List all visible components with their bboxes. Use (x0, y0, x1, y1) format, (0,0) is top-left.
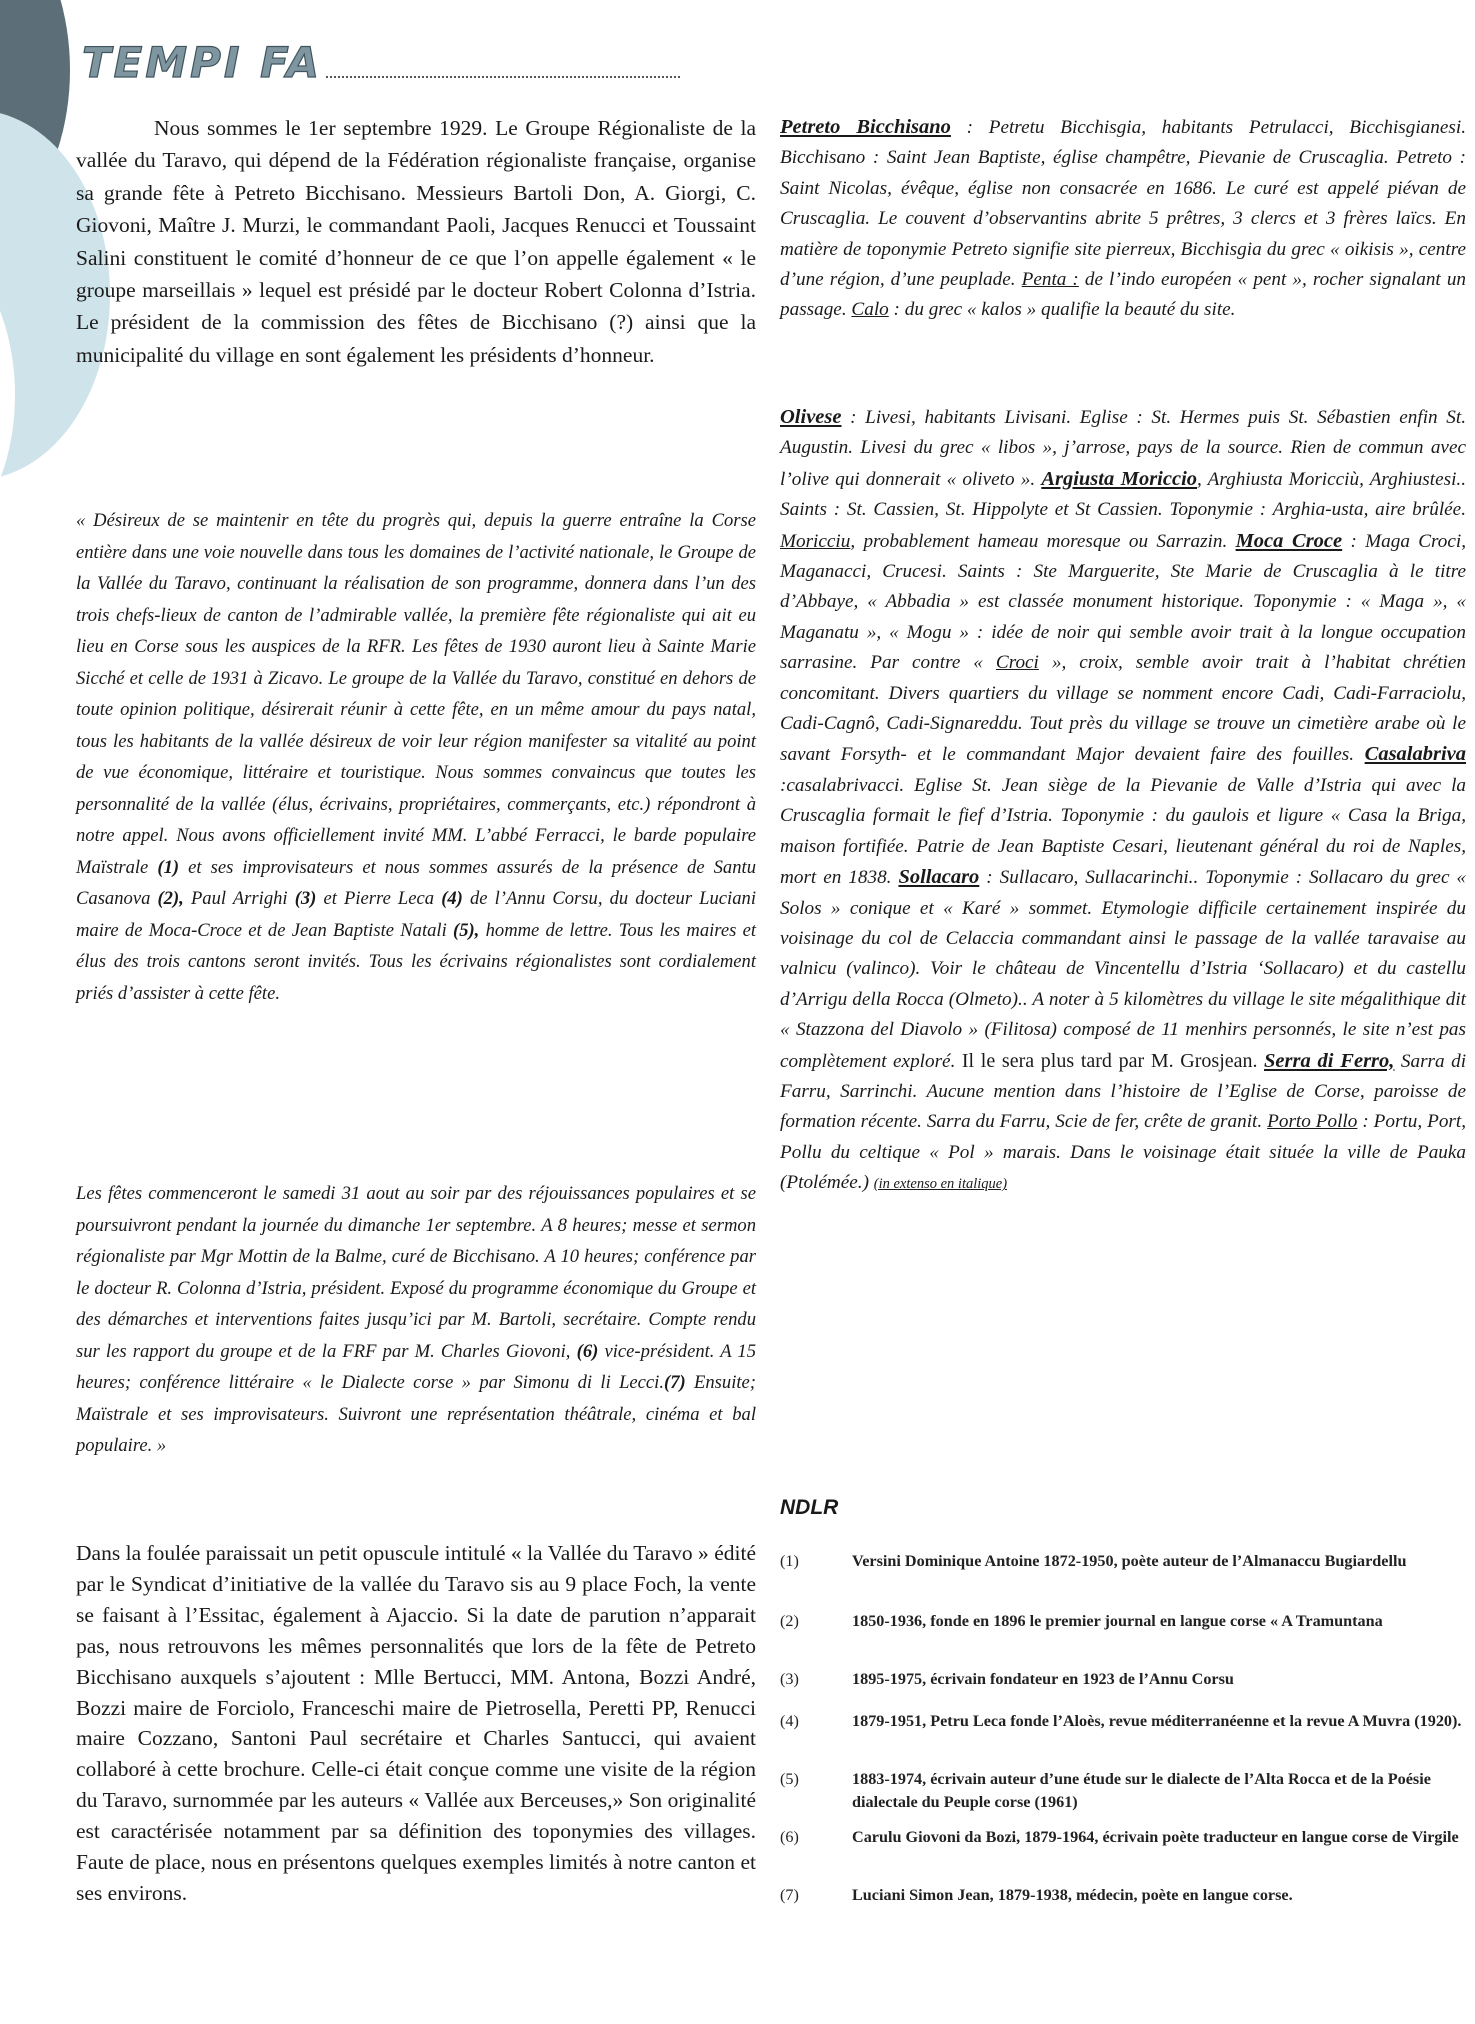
note-marker-4: (4) (441, 888, 463, 909)
footnote-text: Versini Dominique Antoine 1872-1950, poète auteur de l’Almanaccu Bugiardellu (852, 1552, 1407, 1570)
note-marker-1: (1) (157, 856, 180, 878)
village-paragraph-1 (780, 112, 1466, 326)
village2-text-10: : Portu, Port, Pollu du celtique « Pol » marais. Dans le voisinage était située la ville de Pauka (Ptolémée.) (780, 1111, 1467, 1194)
village1-text-3: : du grec « kalos » qualifie la beauté du site. (893, 299, 1236, 321)
footnote-text: Luciani Simon Jean, 1879-1938, médecin, poète en langue corse. (852, 1886, 1293, 1904)
village-name-petreto: Petreto Bicchisano (780, 116, 951, 138)
footnote-number: (3) (780, 1670, 799, 1688)
village2-underline-moricciu: Moricciu (780, 530, 851, 552)
note-marker-6: (6) (576, 1340, 599, 1362)
in-extenso-note: (in extenso en italique) (873, 1176, 1008, 1193)
quote1-text-4: et Pierre Leca (323, 888, 435, 909)
footnote-number: (6) (780, 1828, 799, 1846)
quote1-text-1: « Désireux de se maintenir en tête du progrès qui, depuis la guerre entraîne la Corse entière dans une voie nouvelle dans tous les domaines de l’activité nationale, le Groupe de la Vallée du Taravo, continuant la réalisation de son programme, donnera dans l’un des trois chefs-lieux de canton de l’admirable vallée, la première fête régionaliste qui ait eu lieu en Corse sous les auspices de la RFR. Les fêtes de 1930 auront lieu à Sainte Marie Sicché et celle de 1931 à Zicavo. Le groupe de la Vallée du Taravo, constitué en dehors de toute opinion politique, désirerait réunir à cette fête, en un même amour du pays natal, tous les habitants de la vallée désireux de voir leur région manifester sa vitalité au point de vue économique, littéraire et touristique. Nous sommes convaincus que toutes les personnalité de la vallée (élus, écrivains, propriétaires, commerçants, etc.) répondront à notre appel. Nous avons officiellement invité MM. L’abbé Ferracci, le barde populaire Maïstrale (76, 510, 756, 878)
footnote-number: (5) (780, 1770, 799, 1788)
village-name-moca-croce: Moca Croce (1235, 529, 1343, 552)
note-marker-3: (3) (294, 888, 317, 909)
village2-underline-croci: Croci (995, 652, 1039, 674)
quote1-text-5: de l’Annu Corsu, du docteur Luciani maire de Moca-Croce et de Jean Baptiste Natali (76, 888, 756, 941)
note-marker-7: (7) (664, 1372, 686, 1393)
village-name-serra-di-ferro: Serra di Ferro, (1264, 1049, 1395, 1072)
footnote-number: (1) (780, 1552, 799, 1570)
footnote-text: 1883-1974, écrivain auteur d’une étude sur le dialecte de l’Alta Rocca et de la Poésie dialectale du Peuple corse (1961) (852, 1770, 1431, 1811)
footnote-item (780, 1550, 1466, 1573)
village2-text-upright: Il le sera plus tard par M. Grosjean. (961, 1049, 1258, 1072)
quote2-text-3: Ensuite; Maïstrale et ses improvisateurs. Suivront une représentation théâtrale, cinéma et bal populaire. » (76, 1372, 756, 1456)
note-marker-2: (2), (157, 888, 184, 909)
quote2-text-2: vice-président. A 15 heures; conférence littéraire « le Dialecte corse » par Simonu di li Lecci. (76, 1340, 756, 1393)
village2-text-1: : Livesi, habitants Livisani. Eglise : St. Hermes puis St. Sébastien enfin St. Augustin. Livesi du grec « libos », j’arrose, pays de la source. Rien de commun avec l’olive qui donnerait « oliveto ». (780, 407, 1467, 490)
footnote-item (780, 1710, 1466, 1733)
village-paragraph-2 (780, 402, 1466, 1200)
page-header (82, 26, 680, 87)
footnote-item (780, 1768, 1466, 1814)
village2-text-2: , Arghiusta Moricciù, Arghiustesi.. Saints : St. Cassien, St. Hippolyte et St Cassien. Toponymie : Arghia-usta, aire brûlée. (780, 468, 1466, 521)
note-marker-5: (5), (453, 919, 480, 941)
quote-paragraph-1 (76, 505, 756, 1009)
quote2-text-1: Les fêtes commenceront le samedi 31 aout au soir par des réjouissances populaires et se poursuivront pendant la journée du dimanche 1er septembre. A 8 heures; messe et sermon régionaliste par Mgr Mottin de la Balme, curé de Bicchisano. A 10 heures; conférence par le docteur R. Colonna d’Istria, président. Exposé du programme économique du Groupe et des démarches et interventions faites jusqu’ici par M. Bartoli, secrétaire. Compte rendu sur les rapport du groupe et de la FRF par M. Charles Giovoni, (76, 1183, 756, 1362)
page-title: TEMPI FA (82, 38, 322, 87)
footnote-item (780, 1668, 1466, 1691)
village-name-casalabriva: Casalabriva (1364, 743, 1467, 766)
village-name-argiusta: Argiusta Moriccio (1041, 467, 1198, 490)
village2-text-5: », croix, semble avoir trait à l’habitat chrétien concomitant. Divers quartiers du village se nomment encore Cadi, Cadi-Farraciolu, Cadi-Cagnô, Cadi-Signareddu. Tout près du village se trouve un cimetière arabe où le savant Forsyth- et le commandant Major devaient faire des fouilles. (780, 652, 1466, 766)
outro-paragraph: Dans la foulée paraissait un petit opuscule intitulé « la Vallée du Taravo » édité par le Syndicat d’initiative de la vallée du Taravo sis au 9 place Foch, la vente se faisant à l’Essitac, également à Ajaccio. Si la date de parution n’apparait pas, nous retrouvons les mêmes personnalités que lors de la fête de Petreto Bicchisano auxquels s’ajoutent : Mlle Bertucci, MM. Antona, Bozzi André, Bozzi maire de Forciolo, Franceschi maire de Pietrosella, Peretti PP, Renucci maire Cozzano, Santoni Paul secrétaire et Charles Santucci, qui avaient collaboré à cette brochure. Celle-ci était conçue comme une visite de la région du Taravo, surnommée par les auteurs « Vallée aux Berceuses,» Son originalité est caractérisée notamment par sa définition des toponymies des villages. Faute de place, nous en présentons quelques exemples limités à notre canton et ses environs. (76, 1541, 756, 1905)
footnote-number: (2) (780, 1612, 799, 1630)
quote1-text-3: Paul Arrighi (190, 888, 288, 909)
footnote-text: 1850-1936, fonde en 1896 le premier journal en langue corse « A Tramuntana (852, 1612, 1383, 1630)
village1-underline-calo: Calo (851, 299, 889, 321)
footnote-number: (4) (780, 1712, 799, 1730)
village1-text-1: : Petretu Bicchisgia, habitants Petrulacci, Bicchisgianesi. Bicchisano : Saint Jean Baptiste, église champêtre, Pievanie de Cruscaglia. Petreto : Saint Nicolas, évêque, église non consacrée en 1686. Le curé est appelé piévan de Cruscaglia. Le couvent d’observantins abrite 5 prêtres, 3 clercs et 3 frères laïcs. En matière de toponymie Petreto signifie site pierreux, Bicchisgia du grec « oikisis », centre d’une région, d’une peuplade. (780, 117, 1466, 291)
intro-paragraph: Nous sommes le 1er septembre 1929. Le Groupe Régionaliste de la vallée du Taravo, qui dépend de la Fédération régionaliste française, organise sa grande fête à Petreto Bicchisano. Messieurs Bartoli Don, A. Giorgi, C. Giovoni, Maître J. Murzi, le commandant Paoli, Jacques Renucci et Toussaint Salini constituent le comité d’honneur de ce que l’on appelle également « le groupe marseillais » lequel est présidé par le docteur Robert Colonna d’Istria. Le président de la commission des fêtes de Bicchisano (?) ainsi que la municipalité du village en sont également les présidents d’honneur. (76, 116, 756, 367)
village2-text-3: , probablement hameau moresque ou Sarrazin. (850, 530, 1228, 552)
footnote-number: (7) (780, 1886, 799, 1904)
village2-text-4: : Maga Croci, Maganacci, Crucesi. Saints : Ste Marguerite, Ste Marie de Cruscaglia à le titre d’Abbaye, « Abbadia » est classée monument historique. Toponymie : « Maga », « Maganatu », « Mogu » : idée de noir qui semble avoir trait à la longue occupation sarrasine. Par contre « (780, 530, 1467, 674)
quote-paragraph-2 (76, 1178, 756, 1462)
ndlr-heading: NDLR (780, 1496, 839, 1519)
village-name-sollacaro: Sollacaro (898, 866, 980, 889)
village1-underline-penta: Penta : (1021, 269, 1079, 291)
village-name-olivese: Olivese (780, 406, 842, 428)
footnote-item (780, 1826, 1466, 1849)
quote1-text-6: homme de lettre. Tous les maires et élus des trois cantons seront invités. Tous les écrivains régionalistes sont cordialement priés d’assister à cette fête. (76, 919, 756, 1004)
village2-text-6: :casalabrivacci. Eglise St. Jean siège de la Pievanie de Valle d’Istria qui avec la Cruscaglia formait le fief d’Istria. Toponymie : du gaulois et ligure « Casa la Briga, maison fortifiée. Patrie de Jean Baptiste Cesari, lieutenant général du roi de Naples, mort en 1838. (780, 774, 1466, 889)
title-dotted-rule (326, 76, 680, 78)
footnote-text: 1895-1975, écrivain fondateur en 1923 de l’Annu Corsu (852, 1670, 1234, 1688)
footnote-item (780, 1884, 1466, 1907)
footnote-text: Carulu Giovoni da Bozi, 1879-1964, écrivain poète traducteur en langue corse de Virgile (852, 1828, 1459, 1846)
quote1-text-2: et ses improvisateurs et nous sommes assurés de la présence de Santu Casanova (76, 856, 756, 909)
footnote-item (780, 1610, 1466, 1633)
village2-text-9: Sarra di Farru, Sarrinchi. Aucune mention dans l’histoire de l’Eglise de Corse, paroisse de formation récente. Sarra du Farru, Scie de fer, crête de granit. (780, 1050, 1467, 1133)
village1-text-2: de l’indo européen « pent », rocher signalant un passage. (780, 269, 1467, 321)
village2-underline-porto-pollo: Porto Pollo (1267, 1111, 1358, 1133)
village2-text-7: : Sullacaro, Sullacarinchi.. Toponymie : Sollacaro du grec « Solos » conique et « Karé » sommet. Etymologie difficile certainement inspirée du voisinage du col de Celaccia commandant ainsi le passage de la vallée taravaise au valnicu (valinco). Voir le château de Vincentellu d’Istria ‘Sollacaro) et du castellu d’Arrigu della Rocca (Olmeto).. A noter à 5 kilomètres du village le site mégalithique dit « Stazzona del Diavolo » (Filitosa) composé de 11 menhirs personnés, le site n’est pas complètement exploré. (780, 867, 1467, 1072)
footnote-text: 1879-1951, Petru Leca fonde l’Aloès, revue méditerranéenne et la revue A Muvra (1920). (852, 1712, 1462, 1730)
